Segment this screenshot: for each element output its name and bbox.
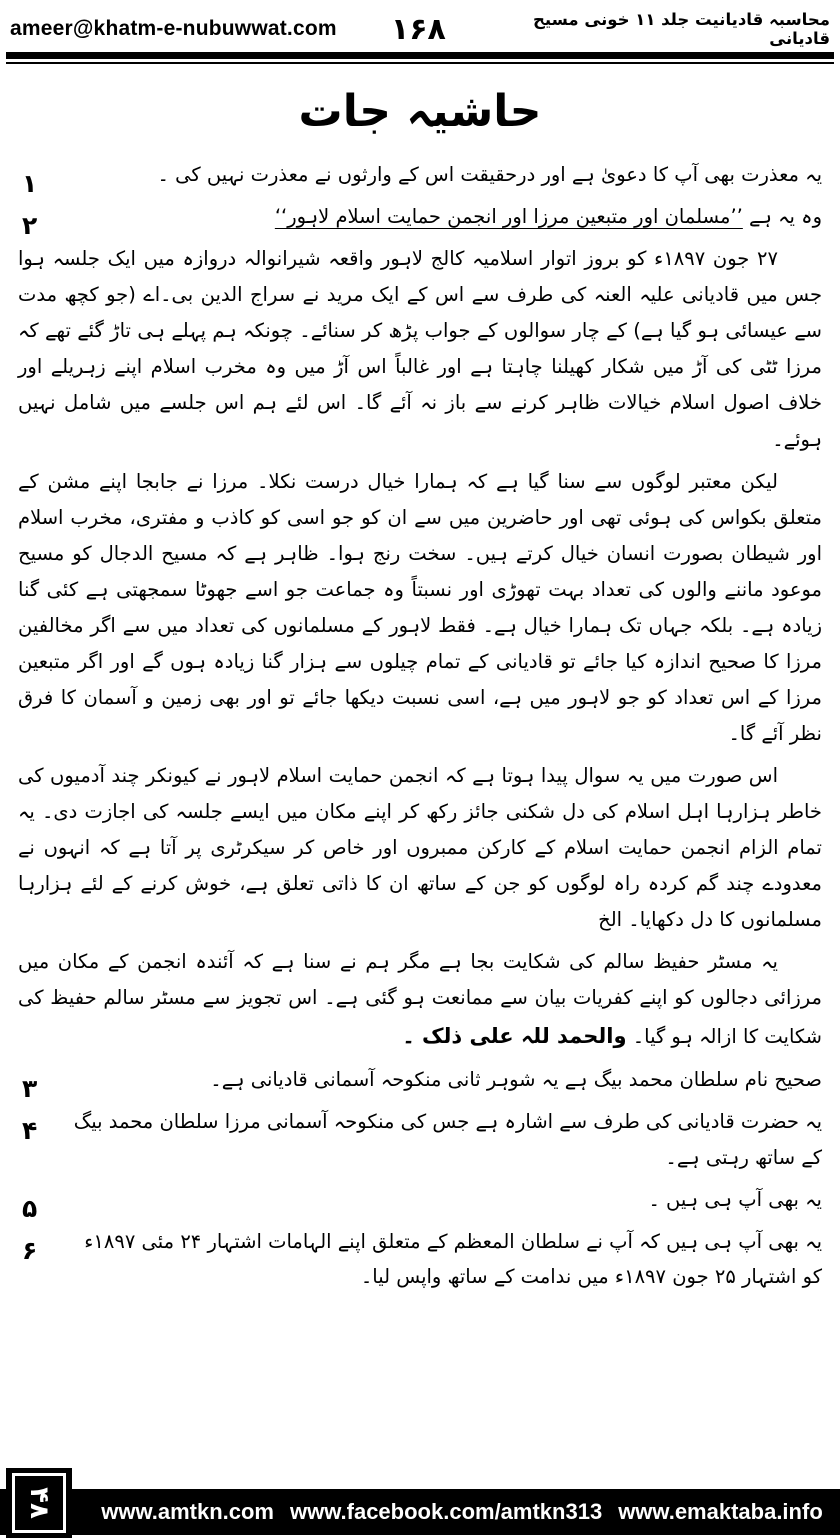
footnote-3-number: ۳ [22,1074,38,1104]
page-footer [0,1466,840,1540]
body-paragraph-4-text: یہ مسٹر حفیظ سالم کی شکایت بجا ہے مگر ہم نے سنا ہے کہ آئندہ انجمن کے مکان میں مرزائی دجالوں کو اپنے کفریات بیان سے ممانعت ہو گئی ہے۔ اس تجویز سے مسٹر سالم حفیظ کی شکایت کا ازالہ ہو گیا۔ [18,950,822,1048]
header-page-number: ۱۶۸ [390,11,446,47]
footnote-5 [18,1182,822,1223]
body-paragraph-3: اس صورت میں یہ سوال پیدا ہوتا ہے کہ انجمن حمایت اسلام لاہور نے کیونکر چند آدمیوں کی خاطر ہزارہا اہل اسلام کی دل شکنی جائز رکھ کر اپنے مکان میں ایسے جلسہ کی اجازت دی۔ یہ تمام الزام انجمن حمایت اسلام کے کارکن ممبروں اور خاص کر سیکرٹری پر آتا ہے کہ انہوں نے معدودے چند گم کردہ راہ لوگوں کو جن کے ساتھ ان کا ذاتی تعلق ہے، خوش کرنے کے لئے ہزارہا مسلمانوں کا دل دکھایا۔ الخ [18,764,822,932]
body-paragraph-2: لیکن معتبر لوگوں سے سنا گیا ہے کہ ہمارا خیال درست نکلا۔ مرزا نے جابجا اپنے مشن کے متعلق بکواس کی ہوئی تھی اور حاضرین میں سے ان کو جو اسی کو کاذب و مفتری، مخرب اسلام اور شیطان بصورت انسان خیال کرتے ہیں۔ سخت رنج ہوا۔ ظاہر ہے کہ مسیح الدجال کو مسیح موعود ماننے والوں کی تعداد بہت تھوڑی اور نسبتاً وہ جماعت جو اسے جھوٹا سمجھتی ہے کئی گنا زیادہ ہے۔ بلکہ جہاں تک ہمارا خیال ہے۔ فقط لاہور کے مسلمانوں کی تعداد میں سے اگر مخالفین مرزا کا صحیح اندازہ کیا جائے تو قادیانی کے تمام چیلوں سے ہزار گنا زیادہ ہوں گے اور اگر متبعین مرزا کے اس تعداد کو جو لاہور میں ہے، اسی نسبت دیکھا جائے تو اور بھی زمین و آسمان کا فرق نظر آئے گا۔ [18,469,822,745]
page-header [0,0,840,50]
footer-links-bar [0,1489,840,1535]
page-title: حاشیہ جات [298,86,542,137]
footnote-1-number: ۱ [22,169,38,198]
footnote-6-text: یہ بھی آپ ہی ہیں کہ آپ نے سلطان المعظم کے متعلق اپنے الہامات اشتہار ۲۴ مئی ۱۸۹۷ء کو اشتہار ۲۵ جون ۱۸۹۷ء میں ندامت کے ساتھ واپس لیا۔ [84,1229,822,1288]
footer-link-emaktaba: www.emaktaba.info [618,1499,823,1524]
body-paragraph-4 [18,944,822,1055]
body-paragraph-4-arabic-phrase: والحمد للہ علی ذلک ۔ [402,1023,627,1048]
page-content [0,64,840,1294]
footnote-1-text: یہ معذرت بھی آپ کا دعویٰ ہے اور درحقیقت اس کے وارثوں نے معذرت نہیں کی ۔ [157,163,822,186]
footer-link-facebook: www.facebook.com/amtkn313 [290,1499,603,1524]
footnote-5-number: ۵ [22,1193,38,1223]
footnote-2-number: ۲ [22,211,38,241]
footnote-6-number: ۶ [22,1235,38,1265]
header-book-title: محاسبہ قادیانیت جلد ۱۱ خونی مسیح قادیانی [533,10,830,48]
footnote-5-text: یہ بھی آپ ہی ہیں ۔ [648,1187,822,1211]
footnote-2 [18,199,822,241]
footer-page-number-frame [12,1473,66,1533]
header-email: ameer@khatm-e-nubuwwat.com [10,17,337,40]
footnote-3 [18,1062,822,1104]
footnote-1 [18,157,822,198]
footnote-6 [18,1224,822,1294]
footnote-2-underlined-text: ’’مسلمان اور متبعین مرزا اور انجمن حمایت اسلام لاہور‘‘ [274,205,743,229]
footer-page-number-box [6,1468,72,1538]
footer-link-amtkn: www.amtkn.com [101,1499,274,1524]
footer-page-number: ۴۸ [24,1487,54,1519]
header-rule-thick [6,52,834,59]
footnote-2-prefix: وہ یہ ہے [742,205,822,229]
body-paragraph-1: ۲۷ جون ۱۸۹۷ء کو بروز اتوار اسلامیہ کالج لاہور واقعہ شیرانوالہ دروازہ میں ایک جلسہ ہوا جس میں قادیانی علیہ العنہ کی طرف سے اس کے ایک مرید نے سراج الدین بی۔اے (جو کچھ مدت سے عیسائی ہو گیا ہے) کے چار سوالوں کے جواب پڑھ کر سنائے۔ چونکہ ہم پہلے ہی تاڑ گئے تھے کہ مرزا ٹٹی کی آڑ میں شکار کھیلنا چاہتا ہے اور غالباً اس آڑ میں وہ مخرب اسلام اپنے زہریلے اور خلاف اصول اسلام خیالات ظاہر کرنے سے باز نہ آئے گا۔ اس لئے ہم اس جلسے میں شامل نہیں ہوئے۔ [18,247,822,451]
footnote-4-number: ۴ [22,1116,38,1146]
footnote-4 [18,1104,822,1174]
footnote-3-text: صحیح نام سلطان محمد بیگ ہے یہ شوہر ثانی منکوحہ آسمانی قادیانی ہے۔ [210,1068,822,1092]
footnote-4-text: یہ حضرت قادیانی کی طرف سے اشارہ ہے جس کی منکوحہ آسمانی مرزا سلطان محمد بیگ کے ساتھ رہتی ہے۔ [73,1110,822,1169]
